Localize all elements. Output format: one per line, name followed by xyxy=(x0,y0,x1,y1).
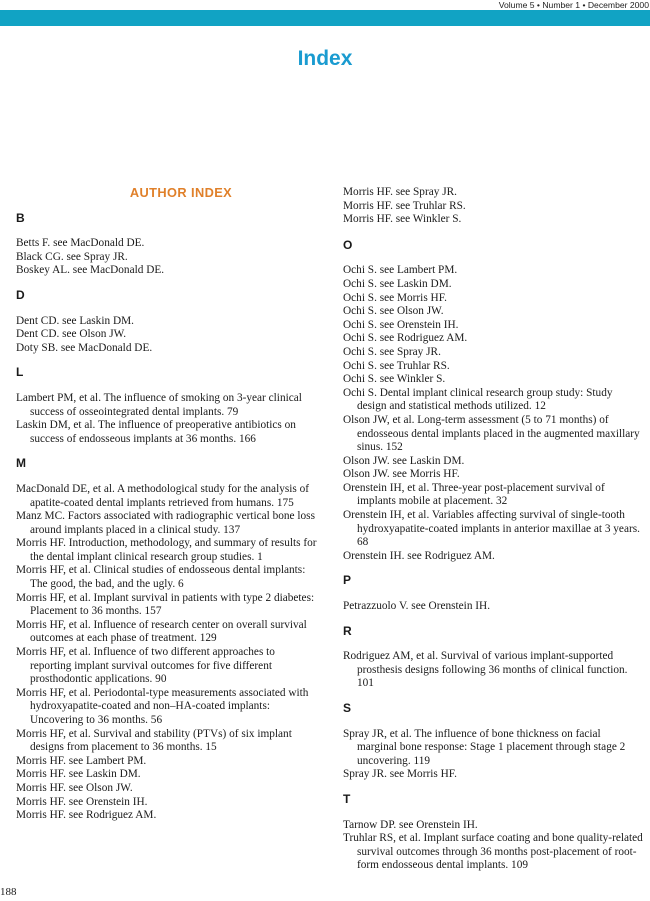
index-letter: M xyxy=(16,456,26,471)
index-entry: Olson JW. see Laskin DM. xyxy=(343,454,465,467)
index-entry: Morris HF. see Orenstein IH. xyxy=(16,795,148,808)
index-entry: Spray JR, et al. The influence of bone thickness on facial marginal bone response: Stage 1 placement through stage 2 uncovering. 119 xyxy=(343,727,626,767)
index-entry: Black CG. see Spray JR. xyxy=(16,250,128,263)
index-entry: Morris HF, et al. Influence of research center on overall survival outcomes at each phase of treatment. 129 xyxy=(16,618,307,645)
index-entry: Ochi S. see Rodriguez AM. xyxy=(343,332,468,345)
index-column-left xyxy=(16,186,318,823)
index-entry: Lambert PM, et al. The influence of smoking on 3-year clinical success of osseointegrated dental implants. 79 xyxy=(16,391,302,418)
index-entry: Olson JW, et al. Long-term assessment (5 to 71 months) of endosseous dental implants placed in the augmented maxillary sinus. 152 xyxy=(343,413,640,454)
index-entry: Morris HF. see Laskin DM. xyxy=(16,768,141,781)
author-index-heading: AUTHOR INDEX xyxy=(129,185,233,200)
index-entry: Truhlar RS, et al. Implant surface coating and bone quality-related survival outcomes through 36 months post-placement of root-form endosseous dental implants. 109 xyxy=(343,832,643,872)
index-group xyxy=(16,289,318,355)
index-entry: Ochi S. see Spray JR. xyxy=(343,345,441,358)
index-entry: Morris HF. see Rodriguez AM. xyxy=(16,809,157,822)
index-entry: Ochi S. Dental implant clinical research group study: Study design and statistical methods utilized. 12 xyxy=(343,386,613,413)
index-entry: Betts F. see MacDonald DE. xyxy=(16,237,145,250)
index-entry: Rodriguez AM, et al. Survival of various implant-supported prosthesis designs following 36 months of clinical function. 101 xyxy=(343,650,628,690)
index-group xyxy=(16,457,318,822)
index-entry: Ochi S. see Laskin DM. xyxy=(343,277,452,290)
index-group xyxy=(343,702,643,782)
page-title: Index xyxy=(297,47,353,70)
index-column-right xyxy=(343,186,643,873)
index-group xyxy=(343,625,643,691)
index-entry: Morris HF. see Olson JW. xyxy=(16,781,133,794)
index-entry: Doty SB. see MacDonald DE. xyxy=(16,341,153,354)
index-entry: Morris HF. see Lambert PM. xyxy=(16,754,147,767)
index-entry: Laskin DM, et al. The influence of preoperative antibiotics on success of endosseous implants at 36 months. 166 xyxy=(16,419,296,445)
index-entry: Morris HF, et al. Survival and stability (PTVs) of six implant designs from placement to 36 months. 15 xyxy=(16,727,292,754)
index-groups-left xyxy=(16,212,318,823)
index-entry: Ochi S. see Lambert PM. xyxy=(343,264,458,277)
header-bar xyxy=(0,0,650,28)
index-entry: Morris HF. see Truhlar RS. xyxy=(343,199,466,212)
index-entry: Petrazzuolo V. see Orenstein IH. xyxy=(343,600,491,613)
index-entry: Ochi S. see Winkler S. xyxy=(343,373,446,386)
index-entry: Morris HF, et al. Periodontal-type measurements associated with hydroxyapatite-coated and non–HA-coated implants: Uncovering to 36 months. 56 xyxy=(16,686,309,726)
index-entry: MacDonald DE, et al. A methodological study for the analysis of apatite-coated dental implants retrieved from humans. 175 xyxy=(16,482,310,509)
index-entry: Ochi S. see Truhlar RS. xyxy=(343,359,450,372)
index-entry: Dent CD. see Laskin DM. xyxy=(16,314,134,327)
index-entry: Ochi S. see Morris HF. xyxy=(343,291,447,304)
journal-issue-info: Volume 5 • Number 1 • December 2000 xyxy=(493,0,650,10)
index-entry: Orenstein IH. see Rodriguez AM. xyxy=(343,549,495,562)
index-group xyxy=(343,239,643,564)
index-letter: D xyxy=(16,287,25,302)
index-entry: Orenstein IH, et al. Three-year post-placement survival of implants mobile at placement. 32 xyxy=(343,481,605,508)
index-entry: Manz MC. Factors associated with radiographic vertical bone loss around implants placed in a clinical study. 137 xyxy=(16,510,315,536)
index-letter: L xyxy=(16,365,24,380)
index-entry: Olson JW. see Morris HF. xyxy=(343,468,460,481)
index-group xyxy=(343,793,643,873)
index-group xyxy=(343,186,643,227)
index-entry: Morris HF. Introduction, methodology, and summary of results for the dental implant clinical research group studies. 1 xyxy=(16,537,317,563)
index-letter: P xyxy=(343,573,352,588)
index-entry: Orenstein IH, et al. Variables affecting survival of single-tooth hydroxyapatite-coated implants in anterior maxillae at 3 years. 68 xyxy=(343,509,640,549)
index-entry: Morris HF, et al. Implant survival in patients with type 2 diabetes: Placement to 36 months. 157 xyxy=(16,591,315,618)
index-letter: R xyxy=(343,623,352,638)
page-number: 188 xyxy=(0,886,17,898)
index-group xyxy=(16,366,318,446)
index-entry: Morris HF. see Spray JR. xyxy=(343,186,457,198)
index-letter: S xyxy=(343,701,352,715)
index-entry: Spray JR. see Morris HF. xyxy=(343,768,457,781)
index-letter: O xyxy=(343,237,353,252)
index-entry: Morris HF, et al. Clinical studies of endosseous dental implants: The good, the bad, and the ugly. 6 xyxy=(16,564,306,591)
index-group xyxy=(343,574,643,613)
index-groups-right xyxy=(343,186,643,873)
header-accent-band xyxy=(0,10,650,26)
index-entry: Morris HF, et al. Influence of two different approaches to reporting implant survival outcomes for five different prosthodontic applications. 90 xyxy=(16,646,275,686)
index-entry: Boskey AL. see MacDonald DE. xyxy=(16,264,165,277)
index-entry: Dent CD. see Olson JW. xyxy=(16,328,127,341)
index-entry: Ochi S. see Orenstein IH. xyxy=(343,318,459,331)
index-entry: Tarnow DP. see Orenstein IH. xyxy=(343,818,478,831)
index-entry: Ochi S. see Olson JW. xyxy=(343,305,444,318)
index-entry: Morris HF. see Winkler S. xyxy=(343,213,462,226)
index-group xyxy=(16,212,318,278)
index-letter: B xyxy=(16,210,25,225)
index-letter: T xyxy=(343,791,351,806)
